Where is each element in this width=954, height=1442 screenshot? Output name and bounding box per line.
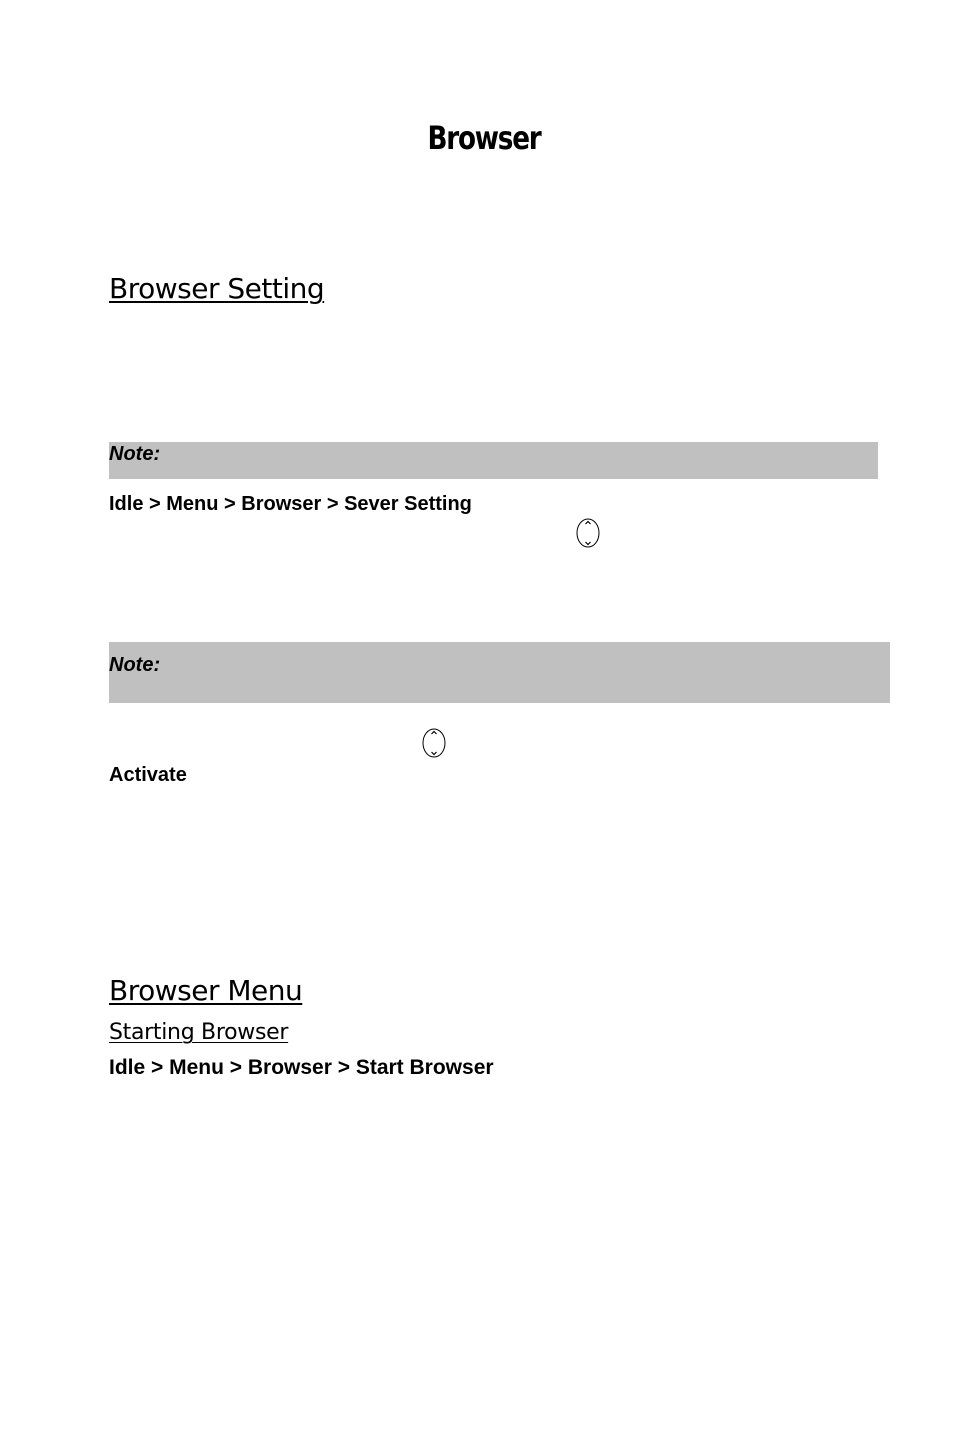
up-down-navigation-key-icon: [575, 517, 601, 549]
note-label: Note:: [109, 443, 161, 465]
activate-label: Activate: [109, 764, 187, 786]
note-box: [109, 642, 890, 703]
section-heading-browser-menu: Browser Menu: [109, 974, 303, 1007]
menu-path-sever-setting: Idle > Menu > Browser > Sever Setting: [109, 493, 472, 515]
section-heading-browser-setting: Browser Setting: [109, 272, 325, 305]
note-label: Note:: [109, 654, 161, 676]
note-box: [109, 442, 878, 479]
sub-heading-starting-browser: Starting Browser: [109, 1020, 289, 1045]
page-title: Browser: [427, 119, 541, 157]
menu-path-start-browser: Idle > Menu > Browser > Start Browser: [109, 1056, 494, 1079]
up-down-navigation-key-icon: [421, 727, 447, 759]
